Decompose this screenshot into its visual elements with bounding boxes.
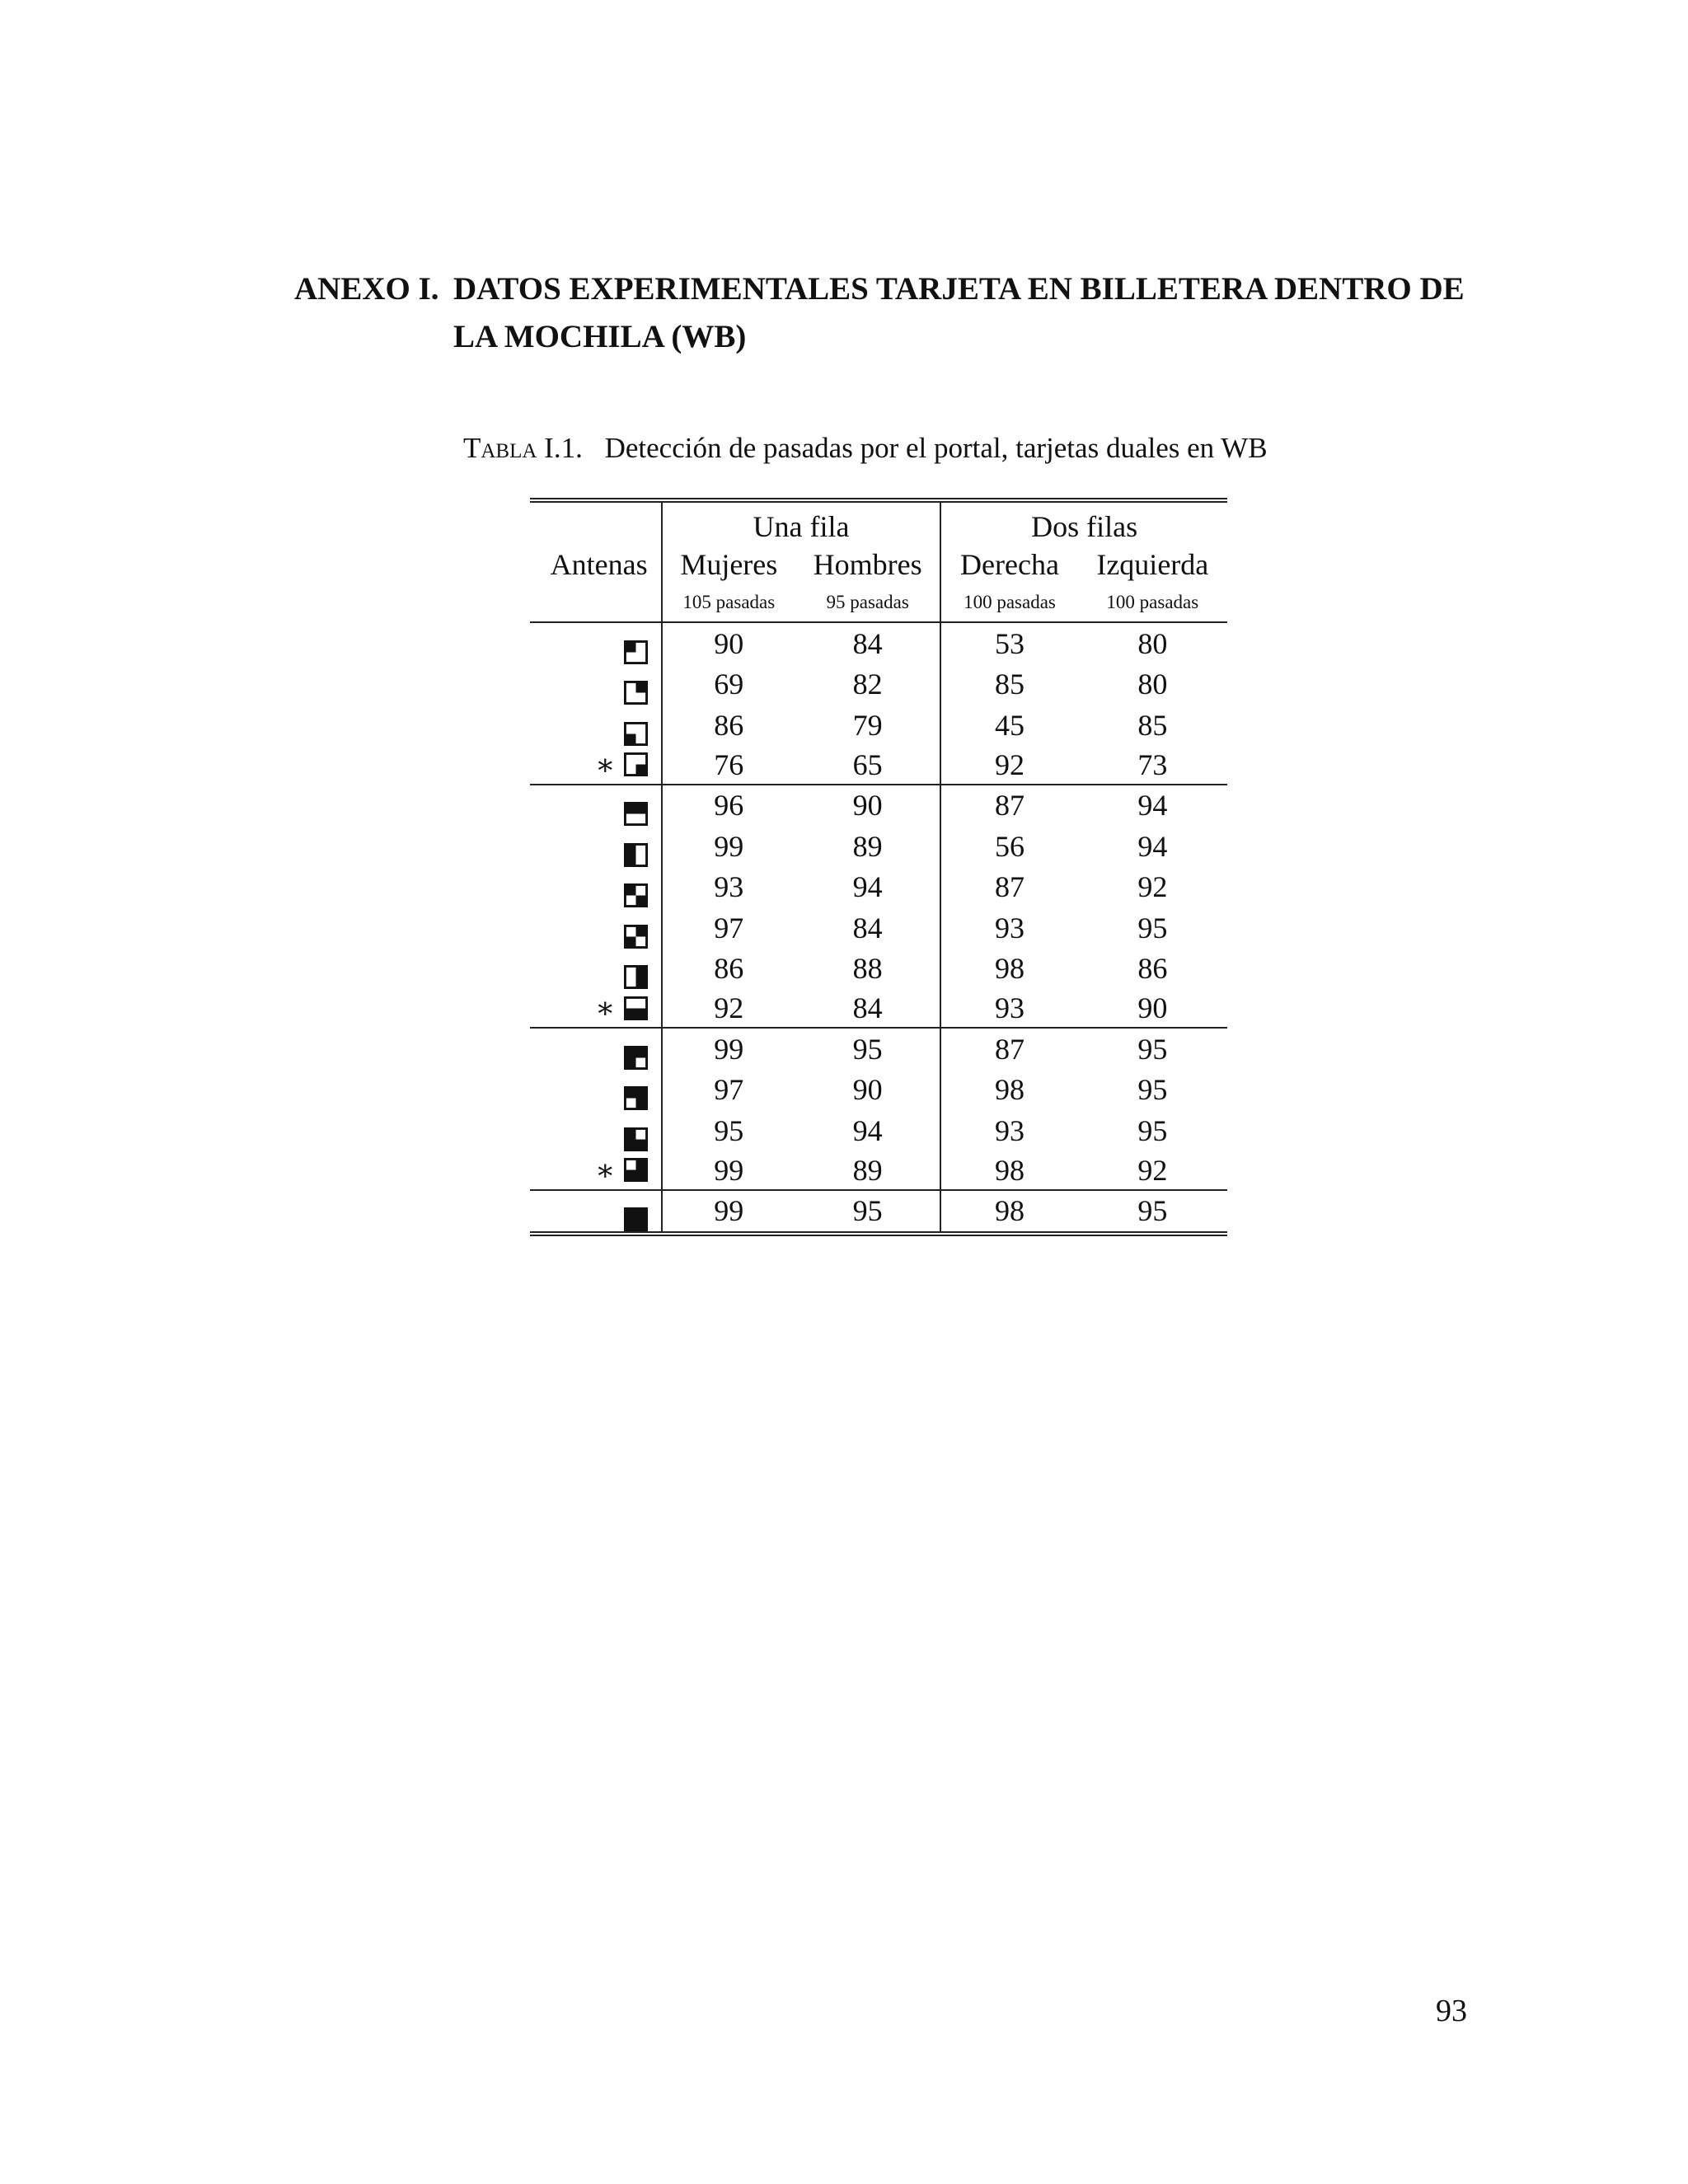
appendix-number: ANEXO I. — [294, 271, 439, 307]
antenna-cell — [530, 622, 662, 664]
detection-table — [530, 498, 1227, 1236]
derecha-value: 98 — [994, 1073, 1025, 1107]
hombres-value: 88 — [795, 949, 940, 990]
appendix-heading — [294, 265, 1489, 361]
table-row — [530, 989, 1227, 1028]
mujeres-value: 69 — [714, 668, 744, 701]
antenna-config-123-icon — [624, 1046, 648, 1070]
derecha-value: 93 — [994, 991, 1025, 1024]
antenna-cell — [530, 785, 662, 827]
highlight-marker: ∗ — [595, 991, 616, 1024]
derecha-value: 56 — [994, 829, 1025, 863]
mujeres-value: 99 — [714, 1153, 744, 1187]
col-header-hombres: Hombres — [795, 546, 940, 583]
mujeres-value: 86 — [714, 952, 744, 986]
izquierda-value: 86 — [1137, 952, 1168, 986]
izquierda-value: 92 — [1137, 870, 1168, 904]
table-row — [530, 1028, 1227, 1070]
hombres-value: 84 — [795, 907, 940, 949]
table-row — [530, 705, 1227, 746]
highlight-marker: ∗ — [595, 1153, 616, 1187]
derecha-value: 98 — [994, 952, 1025, 986]
derecha-value: 93 — [994, 1113, 1025, 1147]
derecha-value: 87 — [994, 870, 1025, 904]
mujeres-value: 97 — [714, 911, 744, 944]
antenna-cell — [530, 949, 662, 990]
table-label: Tabla I.1. — [463, 432, 583, 464]
hombres-value: 90 — [795, 785, 940, 827]
izquierda-value: 80 — [1137, 626, 1168, 660]
table-row — [530, 622, 1227, 664]
hombres-value: 90 — [795, 1070, 940, 1111]
hombres-value: 79 — [795, 705, 940, 746]
antenna-config-234-icon — [624, 1158, 648, 1182]
antenna-cell — [530, 1190, 662, 1235]
derecha-value: 53 — [994, 626, 1025, 660]
hombres-value: 95 — [795, 1028, 940, 1070]
antenna-config-13-icon — [624, 843, 648, 867]
column-header-row — [530, 546, 1227, 583]
antenna-config-24-icon — [624, 965, 648, 989]
highlight-marker: ∗ — [595, 748, 616, 781]
hombres-value: 89 — [795, 826, 940, 867]
subheader-mujeres: 105 pasadas — [682, 592, 776, 612]
antenna-config-14-icon — [624, 883, 648, 907]
col-header-mujeres: Mujeres — [680, 548, 778, 581]
table-row — [530, 949, 1227, 990]
derecha-value: 85 — [994, 668, 1025, 701]
izquierda-value: 95 — [1137, 1113, 1168, 1147]
derecha-value: 45 — [994, 708, 1025, 742]
group-header-una-fila: Una fila — [662, 500, 941, 546]
hombres-value: 94 — [795, 1110, 940, 1151]
hombres-value: 84 — [795, 622, 940, 664]
hombres-value: 95 — [795, 1190, 940, 1235]
mujeres-value: 99 — [714, 1194, 744, 1228]
derecha-value: 87 — [994, 1032, 1025, 1066]
table-row — [530, 746, 1227, 785]
antenna-config-12-icon — [624, 802, 648, 826]
antenna-cell — [530, 746, 662, 785]
hombres-value: 94 — [795, 867, 940, 908]
table-row — [530, 664, 1227, 705]
page-number: 93 — [1436, 1994, 1467, 2028]
antenna-cell — [530, 867, 662, 908]
antenna-config-4-icon — [624, 752, 648, 776]
table-caption — [463, 430, 1411, 466]
mujeres-value: 99 — [714, 829, 744, 863]
hombres-value: 89 — [795, 1151, 940, 1190]
izquierda-value: 80 — [1137, 668, 1168, 701]
antenna-config-34-icon — [624, 996, 648, 1020]
derecha-value: 92 — [994, 748, 1025, 781]
derecha-value: 87 — [994, 789, 1025, 823]
subheader-derecha: 100 pasadas — [964, 592, 1056, 612]
izquierda-value: 94 — [1137, 789, 1168, 823]
antenna-config-124-icon — [624, 1086, 648, 1110]
col-header-izquierda: Izquierda — [1096, 548, 1209, 581]
antenna-cell — [530, 664, 662, 705]
table-row — [530, 1070, 1227, 1111]
derecha-value: 98 — [994, 1153, 1025, 1187]
izquierda-value: 95 — [1137, 1032, 1168, 1066]
group-header-row — [530, 500, 1227, 546]
mujeres-value: 92 — [714, 991, 744, 1024]
table-row — [530, 785, 1227, 827]
subheader-row — [530, 583, 1227, 622]
mujeres-value: 93 — [714, 870, 744, 904]
table-row — [530, 1151, 1227, 1190]
subheader-izquierda: 100 pasadas — [1106, 592, 1199, 612]
antenna-cell — [530, 907, 662, 949]
izquierda-value: 85 — [1137, 708, 1168, 742]
mujeres-value: 97 — [714, 1073, 744, 1107]
mujeres-value: 95 — [714, 1113, 744, 1147]
antenna-cell — [530, 989, 662, 1028]
hombres-value: 84 — [795, 989, 940, 1028]
antenna-cell — [530, 1151, 662, 1190]
izquierda-value: 95 — [1137, 1073, 1168, 1107]
izquierda-value: 92 — [1137, 1153, 1168, 1187]
antenna-cell — [530, 1070, 662, 1111]
table-caption-text: Detección de pasadas por el portal, tarjetas duales en WB — [604, 432, 1268, 464]
mujeres-value: 90 — [714, 626, 744, 660]
table-row — [530, 867, 1227, 908]
table-row — [530, 907, 1227, 949]
antenna-config-2-icon — [624, 681, 648, 705]
mujeres-value: 76 — [714, 748, 744, 781]
hombres-value: 82 — [795, 664, 940, 705]
antenna-config-1-icon — [624, 640, 648, 664]
izquierda-value: 73 — [1137, 748, 1168, 781]
mujeres-value: 96 — [714, 789, 744, 823]
antenna-config-1234-icon — [624, 1207, 648, 1231]
mujeres-value: 86 — [714, 708, 744, 742]
antenna-cell — [530, 705, 662, 746]
izquierda-value: 94 — [1137, 829, 1168, 863]
antenna-cell — [530, 826, 662, 867]
antenna-cell — [530, 1028, 662, 1070]
group-header-dos-filas: Dos filas — [1031, 510, 1138, 543]
antenna-config-134-icon — [624, 1127, 648, 1151]
derecha-value: 93 — [994, 911, 1025, 944]
col-header-derecha: Derecha — [960, 548, 1059, 581]
antenna-config-3-icon — [624, 722, 648, 746]
izquierda-value: 95 — [1137, 911, 1168, 944]
izquierda-value: 90 — [1137, 991, 1168, 1024]
izquierda-value: 95 — [1137, 1194, 1168, 1228]
subheader-hombres: 95 pasadas — [795, 583, 940, 622]
table-row — [530, 826, 1227, 867]
antenna-cell — [530, 1110, 662, 1151]
col-header-antenas: Antenas — [530, 546, 662, 583]
table-row — [530, 1110, 1227, 1151]
hombres-value: 65 — [795, 746, 940, 785]
derecha-value: 98 — [994, 1194, 1025, 1228]
mujeres-value: 99 — [714, 1032, 744, 1066]
antenna-config-23-icon — [624, 925, 648, 949]
appendix-title: DATOS EXPERIMENTALES TARJETA EN BILLETERA DENTRO DE LA MOCHILA (WB) — [453, 271, 1465, 354]
table-row — [530, 1190, 1227, 1235]
